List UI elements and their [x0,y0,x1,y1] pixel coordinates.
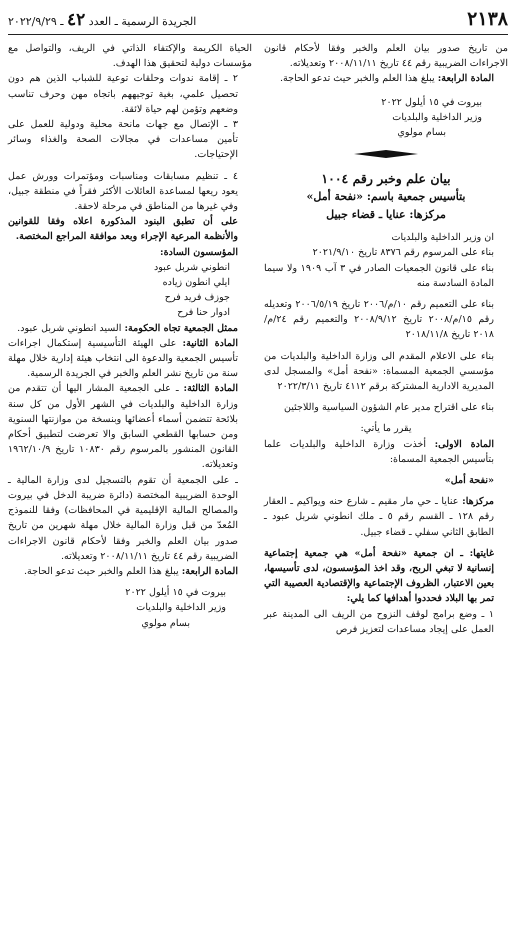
paragraph: بناء على المرسوم رقم ٨٣٧٦ تاريخ ٢٠٢١/٩/١٠ [312,247,494,259]
signature-block-left [8,585,252,631]
goals-text: ـ ان جمعية «نفحة أمل» هي جمعية إجتماعية إنسانية لا تبغي الربح، وقد اخذ المؤسسون، لدى تأسيسها، بعين الاعتبار، الظروف الإجتماعية والإقتصادية العصيبة التي تمر بها البلاد فحددوا أهدافها كما يلي: [264,547,494,605]
article-text: على الهيئة التأسيسية إستكمال اجراءات تأسيس الجمعية والدعوة الى انتخاب هيئة إدارية خلال مهلة سنة من تاريخ نشر العلم والخبر في الجريدة الرسمية. [8,337,238,380]
article-text: يبلغ هذا العلم والخبر حيث تدعو الحاجة. [279,73,438,85]
article-text: يبلغ هذا العلم والخبر حيث تدعو الحاجة. [23,565,182,577]
goal-item: ٢ ـ إقامة ندوات وحلقات توعية للشباب الذين هم دون تحصيل علمي، بغية توجيههم باتجاه مهن وحرف تناسب وضعهم وتؤمن لهم حياة لائقة. [8,73,238,115]
section-divider [354,150,418,158]
goals [264,546,508,607]
right-column [264,41,508,637]
article-3 [8,381,252,472]
gazette-name: الجريدة الرسمية ـ العدد [88,15,197,28]
compliance-clause: على أن تطبق البنود المذكورة اعلاه وفقا للقوانين والأنظمة المرعية الإجراء وبعد موافقة المراجع المختصة. [8,216,238,243]
article-1 [264,437,508,467]
article-text: أخذت وزارة الداخلية والبلديات علما بتأسيس الجمعية المسماة: [264,438,494,465]
hq-label: مركزها: [462,496,494,508]
left-column [8,41,252,637]
columns [8,41,508,637]
paragraph: بناء على قانون الجمعيات الصادر في ٣ آب ١٩٠٩ ولا سيما المادة السادسة منه [264,262,494,289]
article-label: المادة الثالثة: [183,383,238,395]
founders-list [8,260,252,321]
hq-text: عنايا ـ حي مار مقيم ـ شارع حنه ويواكيم ـ العقار رقم ١٢٨ ـ القسم رقم ٥ ـ ملك انطوني شربل عبود ـ الطابق الثاني سفلي ـ قضاء جبيل. [264,496,495,538]
article-3-tax: ـ على الجمعية أن تقوم بالتسجيل لدى وزارة المالية ـ الوحدة الضريبية المختصة (دائرة ضريبة الدخل في بيروت والمصالح المالية الإقليمية في المحافظات) وفقا للنموذج المُعدّ من قبل وزارة المالية خلال مهلة شهرين من تاريخ صدور بيان العلم والخبر وفقا لأحكام قانون الاجراءات الضريبية رقم ٤٤ تاريخ ٢٠٠٨/١١/١١ وتعديلاته. [8,474,238,562]
article-4-left [8,564,252,579]
article-label: المادة الاولى: [434,438,494,450]
rep-label: ممثل الجمعية تجاه الحكومة: [124,322,238,334]
article-text: ـ على الجمعية المشار اليها أن تتقدم من وزارة الداخلية والبلديات في الشهر الأول من كل سنة بلائحة تتضمن أسماء أعضائها وبنسخة من موازنتها السنوية ومن حسابها القطعي السابق والا تعرضت لتطبيق أحكام القانون المنشور بالمرسوم رقم ١٠٨٣٠ تاريخ ١٩٦٢/١٠/٩ وتعديلاته. [8,383,238,471]
goal-item: ١ ـ وضع برامج لوقف النزوح من الريف الى المدينة عبر العمل على إيجاد مساعدات لتعزيز فرص [264,608,494,635]
association-name: «نفحة أمل» [444,475,494,487]
page-number: ٢١٣٨ [467,8,508,30]
government-representative [8,321,252,336]
goal-continuation: الحياة الكريمة والإكتفاء الذاتي في الريف، والتواصل مع مؤسسات دولية لتحقيق هذا الهدف. [8,43,252,70]
paragraph: بناء على الاعلام المقدم الى وزارة الداخلية والبلديات من مؤسسي الجمعية المسماة: «نفحة أمل» والمسجل لدى المديرية الادارية المشتركة برقم ٤١١٢ تاريخ ٢٠٢٢/٣/١١ [264,350,494,393]
goals-label: غايتها: [469,547,494,559]
notice-title [264,170,508,224]
goal-item: ٤ ـ تنظيم مسابقات ومناسبات ومؤتمرات وورش عمل يعود ريعها لمساعدة العائلات الأكثر فقراً في منطقة جبيل، وفي غيرها من المناطق في مرحلة لاحقة. [8,170,238,213]
article-label: المادة الرابعة: [181,565,238,577]
sign-title: وزير الداخلية والبلديات [392,111,482,123]
paragraph: ان وزير الداخلية والبلديات [391,232,494,244]
article-label: المادة الثانية: [182,337,238,349]
sign-name: بسام مولوي [397,127,446,139]
founder-name: ادوار حنا فرح [177,307,230,319]
founder-name: ايلي انطون زياده [162,277,230,289]
sign-title: وزير الداخلية والبلديات [136,602,226,614]
header-rule [8,34,508,35]
page-header [8,8,508,30]
signature-block-right [264,95,508,141]
article-4-right [264,71,508,86]
notice-title-line-2: بتأسيس جمعية باسم: «نفحة أمل» [306,190,466,204]
article-2 [8,336,252,382]
intro-text: من تاريخ صدور بيان العلم والخبر وفقا لأحكام قانون الاجراءات الضريبية رقم ٤٤ تاريخ ٢٠٠٨/١١/١١ وتعديلاته. [264,43,508,70]
founder-name: انطوني شربل عبود [153,261,230,273]
founder-name: جوزف فريد فرح [164,292,230,304]
sign-place-date: بيروت في ١٥ أيلول ٢٠٢٢ [381,96,482,108]
goal-item: ٣ ـ الإتصال مع جهات مانحة محلية ودولية للعمل على تأمين مساعدات في مجالات الصحة والغذاء وسائر الإحتياجات. [8,119,238,161]
decision-line: يقرر ما يأتي: [360,423,412,435]
issue-number: ٤٢ [67,10,86,30]
rep-text: السيد انطوني شربل عبود. [17,322,125,334]
gazette-header-title [8,10,196,30]
founders-label: المؤسسون السادة: [160,246,238,258]
paragraph: بناء على التعميم رقم ١٠/م/٢٠٠٦ تاريخ ٢٠٠٦/٥/١٩ وتعديله رقم ١٥/م/٢٠٠٨ تاريخ ٢٠٠٨/٩/١٢ والتعميم رقم ٢٤/م/٢٠١٨ تاريخ ٢٠١٨/١١/٨ [264,299,495,341]
notice-title-line-3: مركزها: عنايا ـ قضاء جبيل [326,208,446,222]
sign-name: بسام مولوي [141,617,190,629]
sign-place-date: بيروت في ١٥ أيلول ٢٠٢٢ [125,587,226,599]
headquarters [264,494,508,540]
notice-title-line-1: بيان علم وخبر رقم ١٠٠٤ [321,171,451,187]
article-label: المادة الرابعة: [437,73,494,85]
paragraph: بناء على اقتراح مدير عام الشؤون السياسية واللاجئين [283,402,494,414]
issue-date: ـ ٢٠٢٢/٩/٢٩ [8,15,64,28]
